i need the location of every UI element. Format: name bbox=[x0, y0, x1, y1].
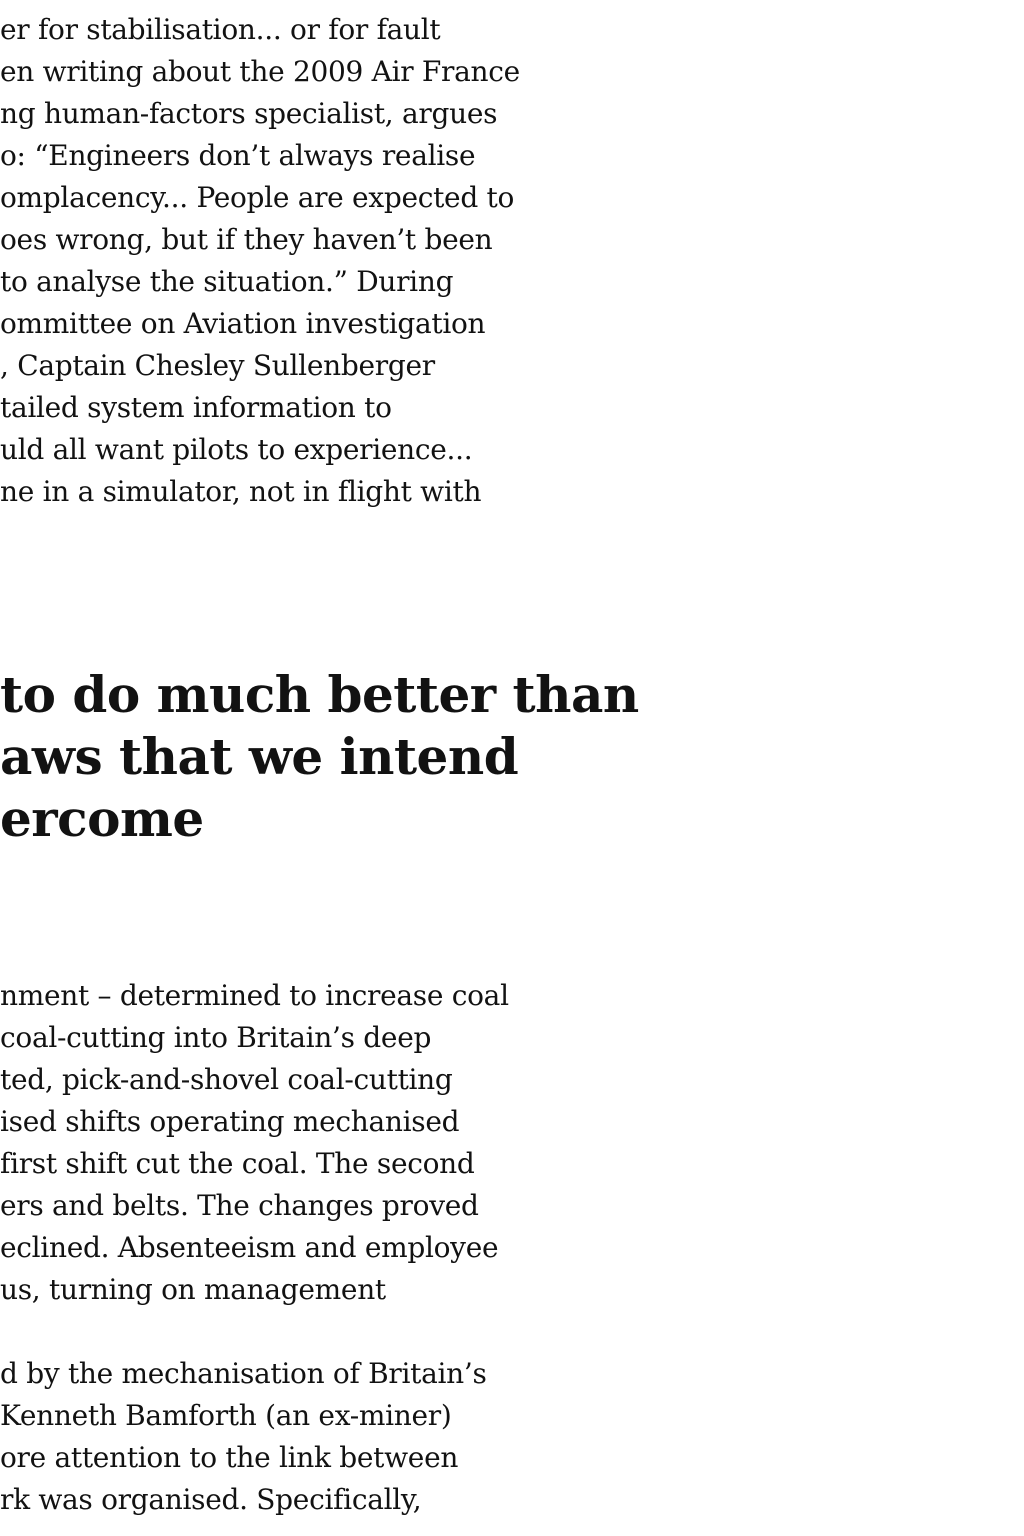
text-line: eclined. Absenteeism and employee bbox=[0, 1231, 499, 1264]
text-line: coal-cutting into Britain’s deep bbox=[0, 1021, 432, 1054]
text-line: ng human-factors specialist, argues bbox=[0, 97, 498, 130]
pull-quote-line: aws that we intend bbox=[0, 727, 519, 786]
text-line: Kenneth Bamforth (an ex-miner) bbox=[0, 1399, 452, 1432]
text-line: ted, pick-and-shovel coal-cutting bbox=[0, 1063, 453, 1096]
text-line: first shift cut the coal. The second bbox=[0, 1147, 475, 1180]
text-line: ore attention to the link between bbox=[0, 1441, 459, 1474]
pull-quote-line: ercome bbox=[0, 789, 204, 848]
text-line: to analyse the situation.” During bbox=[0, 265, 454, 298]
text-line: tailed system information to bbox=[0, 391, 392, 424]
text-line: , Captain Chesley Sullenberger bbox=[0, 349, 435, 382]
text-line: d by the mechanisation of Britain’s bbox=[0, 1357, 487, 1390]
pull-quote-line: to do much better than bbox=[0, 665, 639, 724]
text-line: ommittee on Aviation investigation bbox=[0, 307, 486, 340]
text-line: ers and belts. The changes proved bbox=[0, 1189, 479, 1222]
text-line: ne in a simulator, not in flight with bbox=[0, 475, 482, 508]
text-line: uld all want pilots to experience... bbox=[0, 433, 473, 466]
text-line: en writing about the 2009 Air France bbox=[0, 55, 520, 88]
text-line: o: “Engineers don’t always realise bbox=[0, 139, 476, 172]
text-line: nment – determined to increase coal bbox=[0, 979, 509, 1012]
text-line: us, turning on management bbox=[0, 1273, 386, 1306]
text-line: er for stabilisation... or for fault bbox=[0, 13, 441, 46]
text-line: rk was organised. Specifically, bbox=[0, 1483, 422, 1516]
text-line: ised shifts operating mechanised bbox=[0, 1105, 460, 1138]
text-line: omplacency... People are expected to bbox=[0, 181, 515, 214]
text-line: oes wrong, but if they haven’t been bbox=[0, 223, 493, 256]
